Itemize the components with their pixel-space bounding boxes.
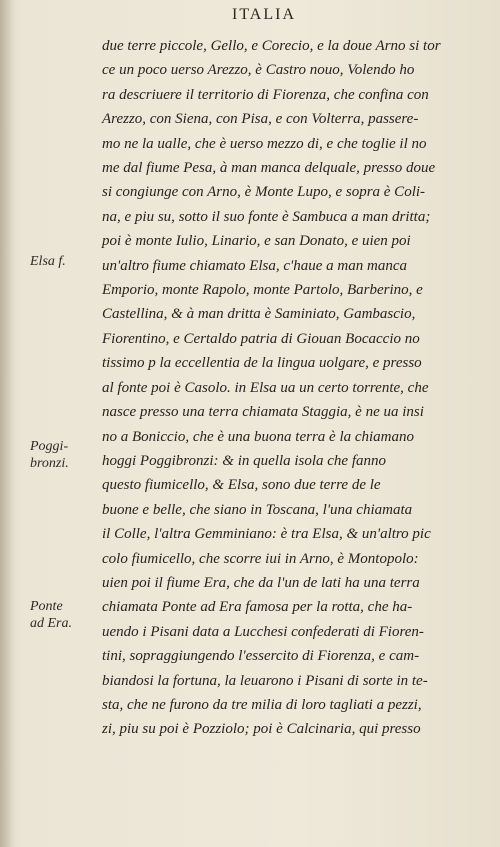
text-line: Fiorentino, e Certaldo patria di Giouan Bocaccio no	[102, 330, 420, 347]
running-header: ITALIA	[231, 6, 297, 23]
text-line: poi è monte Iulio, Linario, e san Donato, e uien poi	[102, 233, 411, 250]
text-line: sta, che ne furono da tre milia di loro tagliati a pezzi,	[102, 696, 422, 713]
text-line: un'altro fiume chiamato Elsa, c'haue a man manca	[102, 257, 407, 274]
text-line: zi, piu su poi è Pozziolo; poi è Calcinaria, qui presso	[102, 721, 421, 738]
body-text	[102, 34, 474, 742]
text-line: ce un poco uerso Arezzo, è Castro nouo, Volendo ho	[102, 62, 415, 79]
gutter-shadow	[0, 0, 14, 847]
text-line: mo ne la ualle, che è uerso mezzo di, e che toglie il no	[102, 135, 427, 152]
margin-note-poggibronzi	[30, 438, 69, 472]
text-line: due terre piccole, Gello, e Corecio, e la doue Arno si tor	[102, 38, 441, 54]
margin-note-line: ad Era.	[30, 616, 72, 631]
text-line: na, e piu su, sotto il suo fonte è Sambuca a man dritta;	[102, 208, 431, 225]
text-line: tissimo p la eccellentia de la lingua uolgare, e presso	[102, 355, 422, 372]
margin-note-ponte-ad-era	[30, 598, 72, 632]
text-line: il Colle, l'altra Gemminiano: è tra Elsa, & un'altro pic	[102, 526, 431, 543]
margin-note-elsa	[30, 253, 66, 270]
text-line: ra descriuere il territorio di Fiorenza, che confina con	[102, 86, 429, 103]
text-line: chiamata Ponte ad Era famosa per la rotta, che ha-	[102, 599, 413, 616]
text-line: Castellina, & à man dritta è Saminiato, Gambascio,	[102, 306, 416, 323]
margin-note-line: Ponte	[30, 599, 63, 614]
text-line: Emporio, monte Rapolo, monte Partolo, Barberino, e	[102, 282, 423, 299]
text-line: hoggi Poggibronzi: & in quella isola che fanno	[102, 452, 387, 469]
text-line: me dal fiume Pesa, à man manca delquale, presso doue	[102, 160, 436, 177]
text-line: buone e belle, che siano in Toscana, l'una chiamata	[102, 501, 413, 518]
text-line: al fonte poi è Casolo. in Elsa ua un certo torrente, che	[102, 379, 429, 396]
text-line: Arezzo, con Siena, con Pisa, e con Volterra, passere-	[102, 111, 419, 128]
text-line: uien poi il fiume Era, che da l'un de lati ha una terra	[102, 574, 420, 591]
text-line: uendo i Pisani data a Lucchesi confederati di Fioren-	[102, 623, 424, 640]
text-line: tini, sopraggiungendo l'essercito di Fiorenza, e cam-	[102, 648, 420, 665]
margin-note-line: Poggi-	[30, 439, 69, 454]
text-line: nasce presso una terra chiamata Staggia, è ne ua insi	[102, 404, 424, 421]
margin-note-line: Elsa f.	[30, 254, 66, 269]
text-line: colo fiumicello, che scorre iui in Arno, è Montopolo:	[102, 550, 419, 567]
text-line: si congiunge con Arno, è Monte Lupo, e sopra è Coli-	[102, 184, 426, 201]
text-line: questo fiumicello, & Elsa, sono due terre de le	[102, 477, 381, 494]
margin-note-line: bronzi.	[30, 456, 69, 471]
text-line: biandosi la fortuna, la leuarono i Pisani di sorte in te-	[102, 672, 428, 689]
text-line: no a Boniccio, che è una buona terra è la chiamano	[102, 428, 415, 445]
